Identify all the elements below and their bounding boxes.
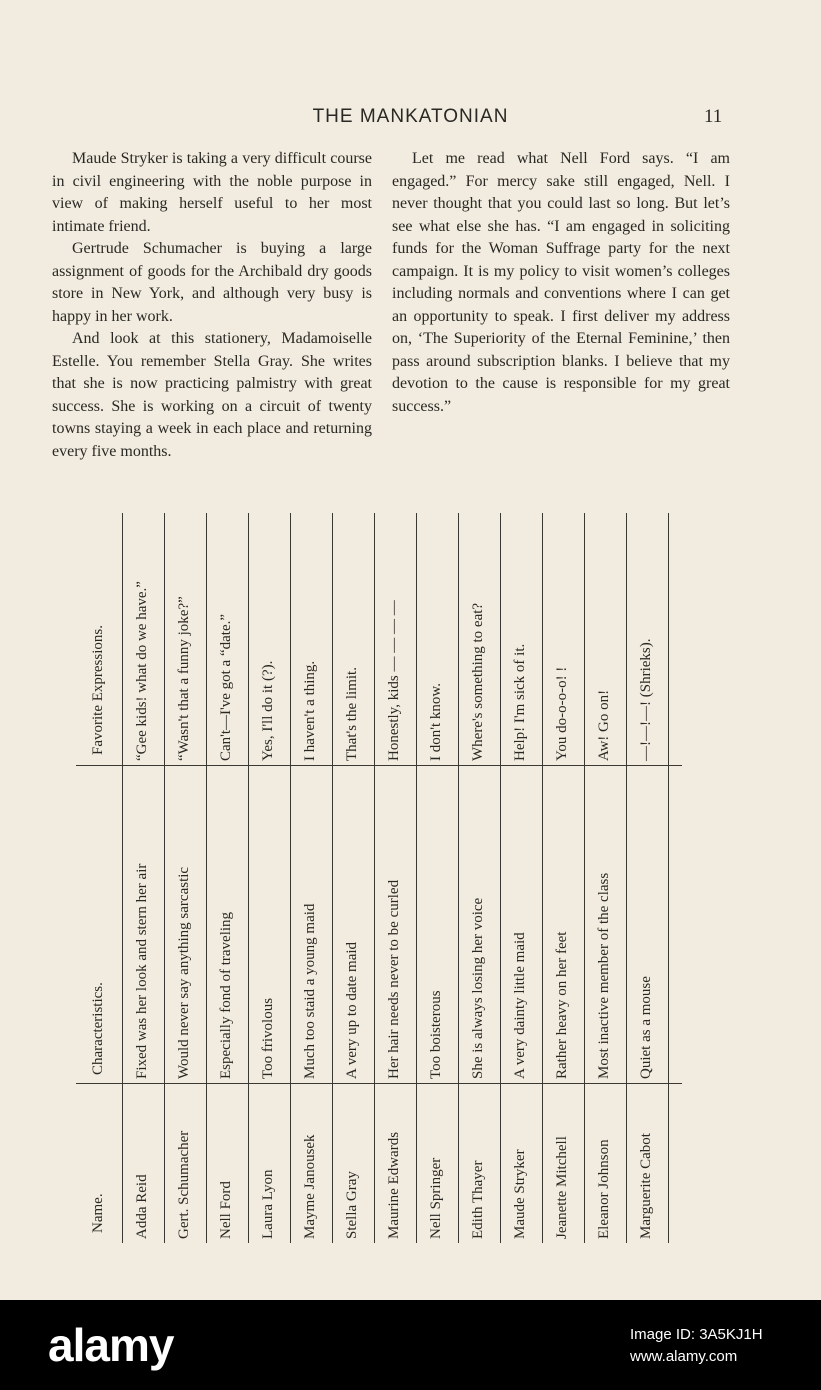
class-table [76,513,682,1243]
expression-cell: You do-o-o-o! ! [554,666,570,761]
column-divider [584,513,585,1243]
column-divider [500,513,501,1243]
column-divider [332,513,333,1243]
column-divider [416,513,417,1243]
characteristic-cell: Too boisterous [428,990,444,1079]
characteristic-cell: A very up to date maid [344,941,360,1079]
column-divider [206,513,207,1243]
expression-cell: Help! I'm sick of it. [512,643,528,761]
paragraph: And look at this stationery, Madamoiselle Estelle. You remember Stella Gray. She writes that she is now practicing palmistry with great success. She is working on a circuit of twenty towns staying a week in each place and returning every five months. [52,330,372,460]
name-cell: Maurine Edwards [386,1131,402,1239]
characteristic-cell: Rather heavy on her feet [554,931,570,1079]
expression-cell: “Gee kids! what do we have.” [134,581,150,761]
image-id: Image ID: 3A5KJ1H [630,1326,763,1343]
expression-cell: That's the limit. [344,667,360,761]
name-cell: Nell Springer [428,1157,444,1239]
column-divider [164,513,165,1243]
header-expressions: Favorite Expressions. [90,625,106,755]
expression-cell: Can't—I've got a “date.” [218,613,234,761]
name-cell: Edith Thayer [470,1160,486,1239]
expression-cell: Yes, I'll do it (?). [260,660,276,761]
column-divider [248,513,249,1243]
column-divider [290,513,291,1243]
characteristic-cell: Would never say anything sarcastic [176,866,192,1079]
watermark-id [630,1324,763,1368]
characteristic-cell: Especially fond of traveling [218,911,234,1079]
header-characteristics: Characteristics. [90,982,106,1075]
name-cell: Maude Stryker [512,1149,528,1239]
expression-cell: “Wasn't that a funny joke?” [176,596,192,761]
expression-cell: Where's something to eat? [470,602,486,761]
paragraph: Let me read what Nell Ford says. “I am engaged.” For mercy sake still engaged, Nell. I never thought that you could last so long. But let’s see what else she has. “I am engaged in soliciting funds for the Woman Suffrage party for the next campaign. It is my policy to visit women’s colleges including normals and conventions where I can get an opportunity to speak. I first deliver my address on, ‘The Superiority of the Eternal Feminine,’ then pass around subscription blanks. I believe that my devotion to the cause is responsible for my great success.” [392,150,730,415]
right-column [392,148,730,418]
characteristic-cell: A very dainty little maid [512,932,528,1079]
name-cell: Gert. Schumacher [176,1130,192,1239]
name-cell: Marguerite Cabot [638,1133,654,1239]
characteristic-cell: Most inactive member of the class [596,872,612,1079]
name-cell: Laura Lyon [260,1169,276,1239]
row-divider [76,1083,682,1084]
paragraph: Gertrude Schumacher is buying a large assignment of goods for the Archibald dry goods store in New York, and although very busy is happy in her work. [52,240,372,325]
running-header: THE MANKATONIAN [312,106,509,127]
characteristic-cell: Too frivolous [260,997,276,1079]
left-column [52,148,372,463]
name-cell: Mayme Janousek [302,1134,318,1239]
paragraph: Maude Stryker is taking a very difficult course in civil engineering with the noble purpose in view of making herself useful to her most intimate friend. [52,150,372,235]
column-divider [458,513,459,1243]
column-divider [542,513,543,1243]
column-divider [374,513,375,1243]
alamy-logo: alamy [48,1319,174,1371]
column-divider [668,513,669,1243]
expression-cell: Honestly, kids — — — — [386,600,402,761]
characteristic-cell: Much too staid a young maid [302,903,318,1079]
name-cell: Jeanette Mitchell [554,1136,570,1239]
name-cell: Adda Reid [134,1174,150,1239]
characteristic-cell: She is always losing her voice [470,897,486,1079]
name-cell: Eleanor Johnson [596,1139,612,1239]
column-divider [626,513,627,1243]
expression-cell: Aw! Go on! [596,689,612,761]
column-divider [122,513,123,1243]
expression-cell: I don't know. [428,683,444,761]
name-cell: Nell Ford [218,1181,234,1239]
site-url: www.alamy.com [630,1348,738,1365]
name-cell: Stella Gray [344,1171,360,1239]
characteristic-cell: Her hair needs never to be curled [386,879,402,1079]
expression-cell: —!—!—! (Shrieks). [638,638,654,761]
row-divider [76,765,682,766]
expression-cell: I haven't a thing. [302,660,318,761]
page-number: 11 [704,106,723,127]
characteristic-cell: Quiet as a mouse [638,976,654,1079]
characteristic-cell: Fixed was her look and stern her air [134,863,150,1079]
header-name: Name. [90,1193,106,1233]
